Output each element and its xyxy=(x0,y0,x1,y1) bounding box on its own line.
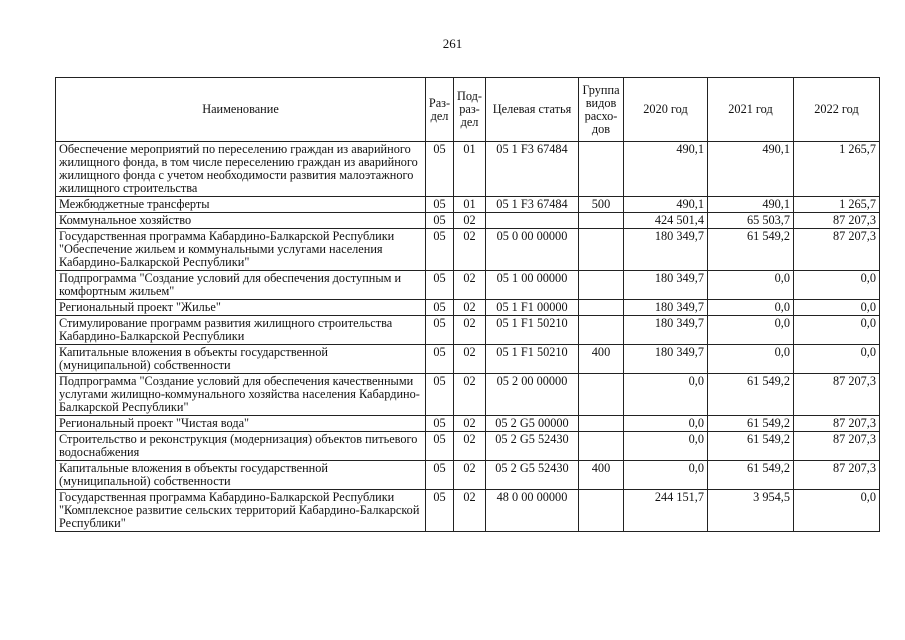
cell-section: 05 xyxy=(426,432,454,461)
cell-2021: 61 549,2 xyxy=(708,432,794,461)
header-expense-group: Группа видов расхо-дов xyxy=(579,78,624,142)
cell-2022: 87 207,3 xyxy=(794,374,880,416)
cell-2022: 1 265,7 xyxy=(794,142,880,197)
cell-name: Обеспечение мероприятий по переселению граждан из аварийного жилищного фонда, в том числе переселению граждан из аварийного жилищного фонда с учетом необходимости развития малоэтажного жилищного строительства xyxy=(56,142,426,197)
cell-name: Государственная программа Кабардино-Балкарской Республики "Обеспечение жильем и коммунальными услугами населения Кабардино-Балкарской Республики" xyxy=(56,229,426,271)
cell-target-article: 48 0 00 00000 xyxy=(486,490,579,532)
cell-target-article: 05 1 F1 00000 xyxy=(486,300,579,316)
cell-section: 05 xyxy=(426,316,454,345)
cell-expense-group xyxy=(579,316,624,345)
table-row xyxy=(56,142,880,197)
cell-2021: 61 549,2 xyxy=(708,461,794,490)
cell-2020: 180 349,7 xyxy=(624,229,708,271)
cell-expense-group xyxy=(579,300,624,316)
cell-section: 05 xyxy=(426,197,454,213)
cell-subsection: 02 xyxy=(454,345,486,374)
cell-subsection: 02 xyxy=(454,416,486,432)
cell-subsection: 02 xyxy=(454,490,486,532)
cell-name: Межбюджетные трансферты xyxy=(56,197,426,213)
cell-2022: 0,0 xyxy=(794,300,880,316)
table-body xyxy=(56,142,880,532)
cell-2022: 0,0 xyxy=(794,271,880,300)
cell-target-article: 05 1 00 00000 xyxy=(486,271,579,300)
cell-name: Региональный проект "Жилье" xyxy=(56,300,426,316)
header-name: Наименование xyxy=(56,78,426,142)
cell-section: 05 xyxy=(426,416,454,432)
cell-expense-group xyxy=(579,374,624,416)
cell-target-article: 05 1 F1 50210 xyxy=(486,345,579,374)
cell-2020: 180 349,7 xyxy=(624,316,708,345)
cell-2020: 0,0 xyxy=(624,432,708,461)
table-row xyxy=(56,374,880,416)
cell-2020: 424 501,4 xyxy=(624,213,708,229)
cell-name: Государственная программа Кабардино-Балкарской Республики "Комплексное развитие сельских территорий Кабардино-Балкарской Республики" xyxy=(56,490,426,532)
cell-section: 05 xyxy=(426,213,454,229)
cell-target-article xyxy=(486,213,579,229)
cell-2021: 61 549,2 xyxy=(708,416,794,432)
cell-expense-group xyxy=(579,490,624,532)
cell-name: Строительство и реконструкция (модернизация) объектов питьевого водоснабжения xyxy=(56,432,426,461)
cell-2021: 65 503,7 xyxy=(708,213,794,229)
cell-2020: 0,0 xyxy=(624,416,708,432)
cell-2021: 0,0 xyxy=(708,316,794,345)
table-row xyxy=(56,345,880,374)
cell-expense-group xyxy=(579,213,624,229)
cell-subsection: 02 xyxy=(454,300,486,316)
cell-name: Подпрограмма "Создание условий для обеспечения качественными услугами жилищно-коммунального хозяйства населения Кабардино-Балкарской Республики" xyxy=(56,374,426,416)
cell-2020: 180 349,7 xyxy=(624,300,708,316)
cell-2022: 1 265,7 xyxy=(794,197,880,213)
table-row xyxy=(56,229,880,271)
cell-section: 05 xyxy=(426,345,454,374)
cell-2020: 180 349,7 xyxy=(624,271,708,300)
cell-expense-group xyxy=(579,416,624,432)
budget-table xyxy=(55,77,880,532)
cell-expense-group: 500 xyxy=(579,197,624,213)
cell-2020: 490,1 xyxy=(624,142,708,197)
cell-section: 05 xyxy=(426,300,454,316)
table-row xyxy=(56,461,880,490)
cell-2022: 0,0 xyxy=(794,345,880,374)
cell-subsection: 02 xyxy=(454,213,486,229)
cell-subsection: 02 xyxy=(454,271,486,300)
cell-name: Капитальные вложения в объекты государственной (муниципальной) собственности xyxy=(56,345,426,374)
table-header xyxy=(56,78,880,142)
cell-section: 05 xyxy=(426,490,454,532)
cell-target-article: 05 2 G5 52430 xyxy=(486,432,579,461)
cell-expense-group xyxy=(579,229,624,271)
cell-2022: 0,0 xyxy=(794,316,880,345)
cell-name: Стимулирование программ развития жилищного строительства Кабардино-Балкарской Республики xyxy=(56,316,426,345)
cell-expense-group xyxy=(579,432,624,461)
cell-2022: 87 207,3 xyxy=(794,461,880,490)
cell-2021: 0,0 xyxy=(708,271,794,300)
cell-2020: 490,1 xyxy=(624,197,708,213)
cell-2022: 0,0 xyxy=(794,490,880,532)
header-year-2021: 2021 год xyxy=(708,78,794,142)
header-subsection: Под-раз-дел xyxy=(454,78,486,142)
cell-target-article: 05 2 00 00000 xyxy=(486,374,579,416)
cell-2021: 490,1 xyxy=(708,142,794,197)
header-year-2020: 2020 год xyxy=(624,78,708,142)
cell-2021: 0,0 xyxy=(708,300,794,316)
cell-2022: 87 207,3 xyxy=(794,229,880,271)
table-row xyxy=(56,432,880,461)
cell-2020: 244 151,7 xyxy=(624,490,708,532)
header-year-2022: 2022 год xyxy=(794,78,880,142)
cell-subsection: 01 xyxy=(454,142,486,197)
cell-2021: 3 954,5 xyxy=(708,490,794,532)
cell-section: 05 xyxy=(426,271,454,300)
cell-2020: 180 349,7 xyxy=(624,345,708,374)
cell-section: 05 xyxy=(426,374,454,416)
cell-subsection: 02 xyxy=(454,316,486,345)
cell-section: 05 xyxy=(426,142,454,197)
cell-2022: 87 207,3 xyxy=(794,213,880,229)
cell-target-article: 05 2 G5 00000 xyxy=(486,416,579,432)
cell-expense-group xyxy=(579,142,624,197)
cell-expense-group: 400 xyxy=(579,345,624,374)
cell-2021: 61 549,2 xyxy=(708,374,794,416)
cell-target-article: 05 2 G5 52430 xyxy=(486,461,579,490)
cell-section: 05 xyxy=(426,229,454,271)
cell-subsection: 02 xyxy=(454,432,486,461)
cell-expense-group xyxy=(579,271,624,300)
table-row xyxy=(56,416,880,432)
cell-section: 05 xyxy=(426,461,454,490)
table-row xyxy=(56,316,880,345)
page-number: 261 xyxy=(442,36,463,51)
table-row xyxy=(56,197,880,213)
table-row xyxy=(56,271,880,300)
cell-subsection: 02 xyxy=(454,229,486,271)
cell-2021: 490,1 xyxy=(708,197,794,213)
cell-subsection: 02 xyxy=(454,461,486,490)
header-row xyxy=(56,78,880,142)
cell-name: Капитальные вложения в объекты государственной (муниципальной) собственности xyxy=(56,461,426,490)
cell-target-article: 05 1 F1 50210 xyxy=(486,316,579,345)
table-row xyxy=(56,300,880,316)
cell-target-article: 05 1 F3 67484 xyxy=(486,142,579,197)
cell-2021: 0,0 xyxy=(708,345,794,374)
cell-target-article: 05 1 F3 67484 xyxy=(486,197,579,213)
cell-2020: 0,0 xyxy=(624,374,708,416)
cell-subsection: 02 xyxy=(454,374,486,416)
cell-2020: 0,0 xyxy=(624,461,708,490)
cell-name: Коммунальное хозяйство xyxy=(56,213,426,229)
cell-2022: 87 207,3 xyxy=(794,416,880,432)
cell-expense-group: 400 xyxy=(579,461,624,490)
cell-name: Региональный проект "Чистая вода" xyxy=(56,416,426,432)
cell-2021: 61 549,2 xyxy=(708,229,794,271)
header-target-article: Целевая статья xyxy=(486,78,579,142)
cell-name: Подпрограмма "Создание условий для обеспечения доступным и комфортным жильем" xyxy=(56,271,426,300)
cell-target-article: 05 0 00 00000 xyxy=(486,229,579,271)
header-section: Раз-дел xyxy=(426,78,454,142)
cell-2022: 87 207,3 xyxy=(794,432,880,461)
cell-subsection: 01 xyxy=(454,197,486,213)
table-row xyxy=(56,490,880,532)
table-row xyxy=(56,213,880,229)
